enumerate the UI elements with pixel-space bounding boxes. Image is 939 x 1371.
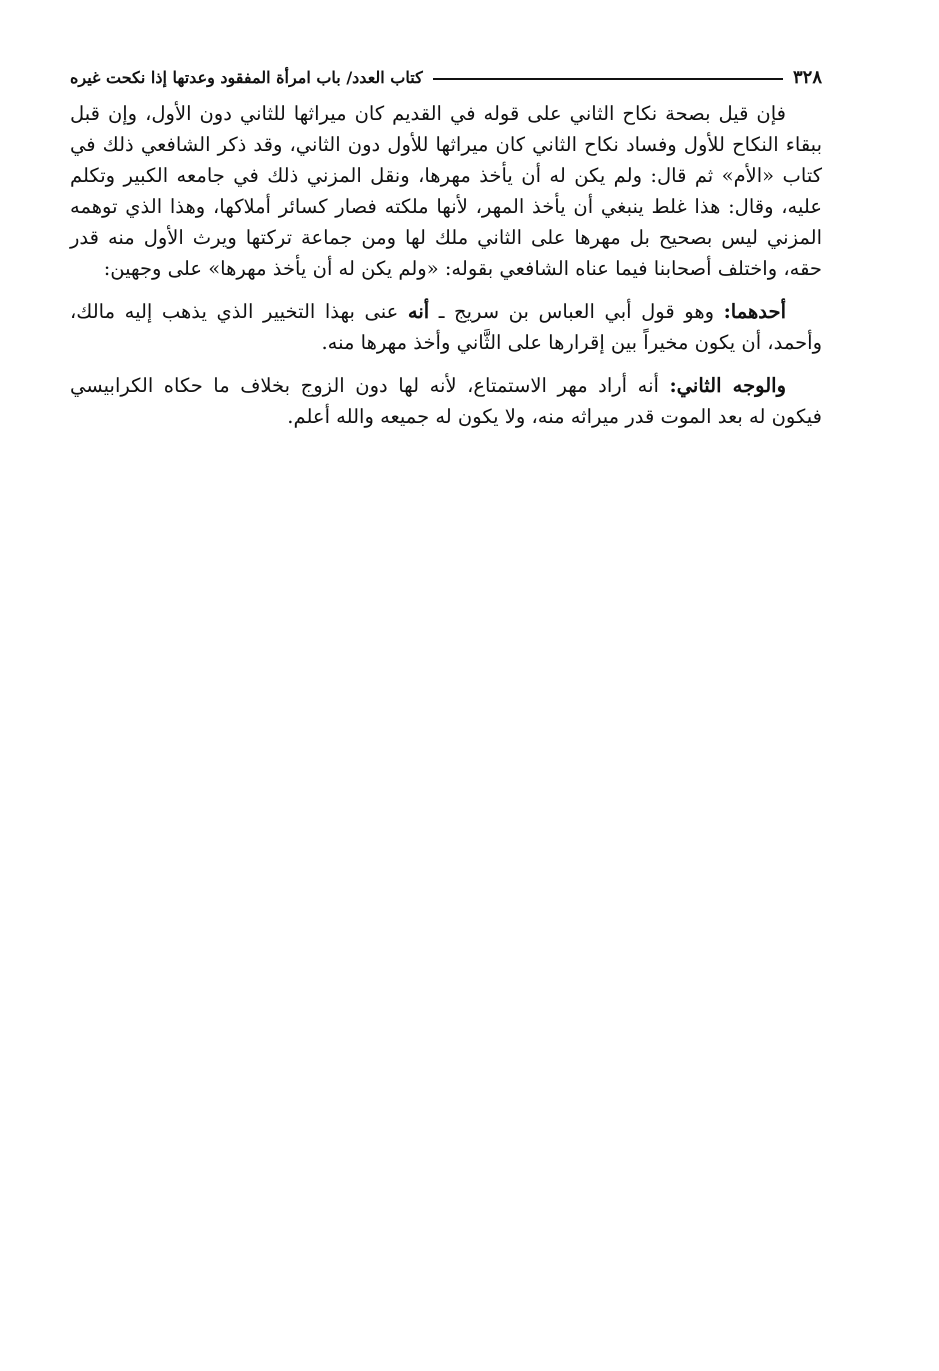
paragraph-2-text-b: عنى بهذا التخيير الذي يذهب إليه مالك، وأحمد، أن يكون مخيراً بين إقرارها على الثَّاني وأخذ مهرها منه. bbox=[70, 300, 822, 354]
paragraph-3-text: أنه أراد مهر الاستمتاع، لأنه لها دون الزوج بخلاف ما حكاه الكرابيسي فيكون له بعد الموت قدر ميراثه منه، ولا يكون له جميعه والله أعلم. bbox=[70, 374, 822, 428]
paragraph-2-text-a: وهو قول أبي العباس بن سريج ـ bbox=[429, 300, 724, 323]
paragraph-2-bold-word: أنه bbox=[407, 300, 430, 323]
page-number: ٣٢٨ bbox=[792, 66, 822, 88]
header-rule bbox=[433, 78, 783, 80]
paragraph-3-label: والوجه الثاني: bbox=[669, 374, 786, 397]
paragraph-3 bbox=[70, 370, 822, 432]
paragraph-2-label: أحدهما: bbox=[723, 300, 787, 323]
paragraph-2 bbox=[70, 296, 822, 358]
paragraph-1: فإن قيل بصحة نكاح الثاني على قوله في القديم كان ميراثها للثاني دون الأول، وإن قبل ببقاء النكاح للأول وفساد نكاح الثاني كان ميراثها للأول دون الثاني، وقد ذكر الشافعي ذلك في كتاب «الأم» ثم قال: ولم يكن له أن يأخذ مهرها، ونقل المزني ذلك في جامعه الكبير وتكلم عليه، وقال: هذا غلط ينبغي أن يأخذ المهر، لأنها ملكته فصار كسائر أملاكها، وهذا الذي توهمه المزني ليس بصحيح بل مهرها على الثاني ملك لها ومن جماعة تركتها ويرث الأول منه قدر حقه، واختلف أصحابنا فيما عناه الشافعي بقوله: «ولم يكن له أن يأخذ مهرها» على وجهين: bbox=[70, 102, 822, 280]
body-text bbox=[70, 98, 822, 432]
book-page bbox=[70, 62, 822, 444]
running-header bbox=[70, 62, 822, 92]
chapter-title: كتاب العدد/ باب امرأة المفقود وعدتها إذا نكحت غيره bbox=[70, 67, 423, 87]
